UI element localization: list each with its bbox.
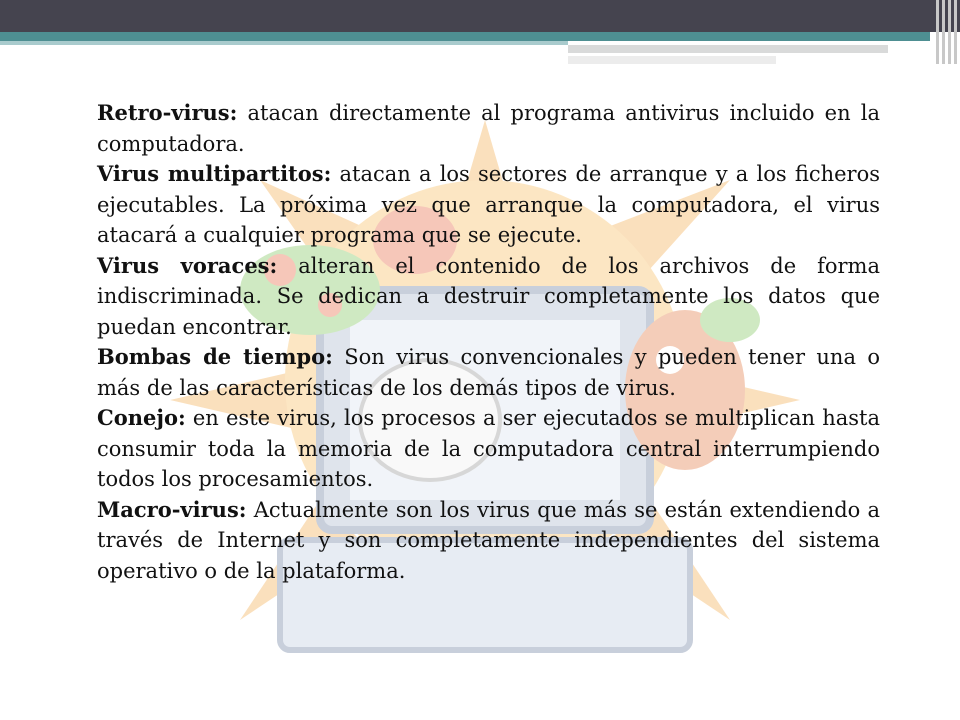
entry-macro-virus <box>97 495 880 587</box>
teal-accent-line <box>0 32 930 41</box>
entry-term: Virus multipartitos: <box>97 161 332 186</box>
entry-conejo <box>97 403 880 495</box>
entry-term: Retro-virus: <box>97 100 238 125</box>
entry-bombas-de-tiempo <box>97 342 880 403</box>
corner-vertical-lines <box>932 0 960 64</box>
entry-term: Macro-virus: <box>97 496 247 522</box>
entry-retro-virus <box>97 98 880 159</box>
entry-term: Conejo: <box>97 405 186 430</box>
grey-accent-strip-light <box>568 56 776 64</box>
entry-description: en este virus, los procesos a ser ejecutados se multiplican hasta consumir toda la memoria de la computadora central interrumpiendo todos los procesamientos. <box>97 406 880 491</box>
entry-virus-voraces <box>97 251 880 343</box>
entry-term: Bombas de tiempo: <box>97 344 333 369</box>
entry-virus-multipartitos <box>97 159 880 251</box>
virus-types-text <box>97 98 880 586</box>
teal-accent-line-light <box>0 41 568 45</box>
entry-description: atacan directamente al programa antivirus incluido en la computadora. <box>97 101 880 156</box>
entry-description: Actualmente son los virus que más se están extendiendo a través de Internet y son completamente independientes del sistema operativo o de la plataforma. <box>97 497 880 583</box>
entry-description: alteran el contenido de los archivos de forma indiscriminada. Se dedican a destruir completamente los datos que puedan encontrar. <box>97 253 880 339</box>
top-decorative-band <box>0 0 960 32</box>
entry-description: Son virus convencionales y pueden tener una o más de las características de los demás tipos de virus. <box>97 345 881 400</box>
entry-description: atacan a los sectores de arranque y a los ficheros ejecutables. La próxima vez que arranque la computadora, el virus atacará a cualquier programa que se ejecute. <box>97 162 881 247</box>
entry-term: Virus voraces: <box>97 252 278 278</box>
grey-accent-strip <box>568 45 888 53</box>
